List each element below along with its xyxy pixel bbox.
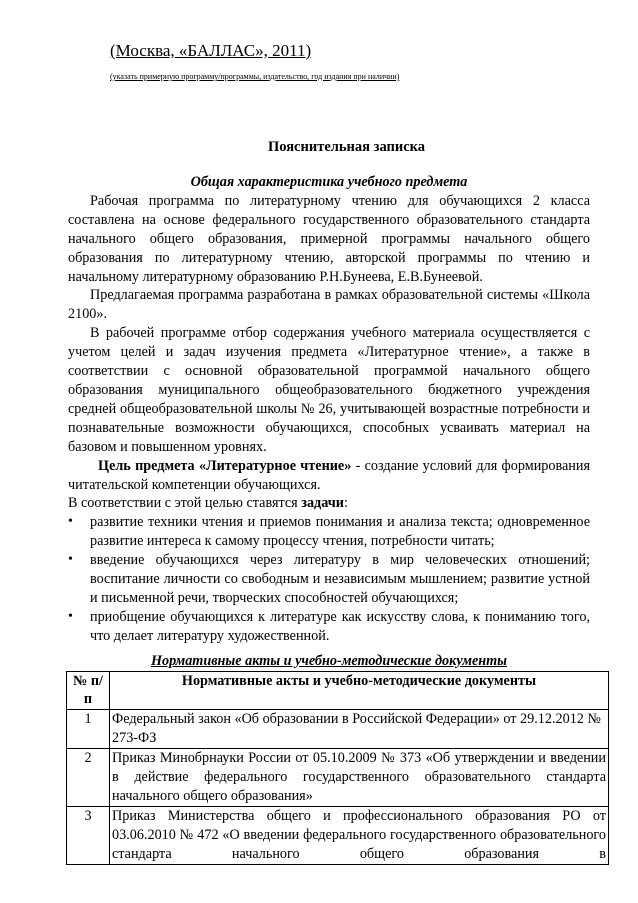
bullet-icon: •	[68, 552, 73, 568]
column-header-number: № п/п	[67, 671, 110, 710]
publication-info: (Москва, «БАЛЛАС», 2011)	[110, 41, 312, 60]
row-document: Приказ Минобрнауки России от 05.10.2009 № 373 «Об утверждении и введении в действие федерального государственного образовательного стандарта начального общего образования»	[110, 749, 609, 807]
tasks-word: задачи	[301, 495, 344, 512]
row-document: Приказ Министерства общего и профессионального образования РО от 03.06.2010 № 472 «О введении федерального государственного образовательного стандарта начального общего образования в	[110, 806, 609, 864]
row-number: 1	[67, 710, 110, 749]
column-header-document: Нормативные акты и учебно-методические документы	[110, 671, 609, 710]
row-number: 3	[67, 806, 110, 864]
bullet-icon: •	[68, 514, 73, 530]
goal-label: Цель предмета «Литературное чтение»	[98, 457, 352, 474]
table-row	[67, 749, 609, 807]
tasks-colon: :	[343, 495, 348, 512]
task-text: приобщение обучающихся к литературе как искусству слова, к пониманию того, что делает литературу художественной.	[90, 608, 590, 644]
task-text: развитие техники чтения и приемов понимания и анализа текста; одновременное развитие интереса к самому процессу чтения, потребности читать;	[90, 514, 590, 550]
paragraph-content-selection: В рабочей программе отбор содержания учебного материала осуществляется с учетом целей и задач изучения предмета «Литературное чтение», а также в соответствии с основной образовательной программой начального общего образования муниципального общеобразовательного бюджетного учреждения средней общеобразовательной школы № 26, учитывающей возрастные потребности и познавательные возможности обучающихся, способных усваивать материал на базовом и повышенном уровнях.	[68, 325, 590, 455]
row-number: 2	[67, 749, 110, 807]
bullet-icon: •	[68, 608, 73, 624]
tasks-intro-text: В соответствии с этой целью ставятся	[68, 495, 302, 512]
section-heading-normative: Нормативные акты и учебно-методические документы	[150, 652, 508, 669]
goal-text: - создание условий для формирования читательской компетенции обучающихся.	[68, 457, 590, 493]
section-heading-characteristics: Общая характеристика учебного предмета	[190, 174, 468, 190]
list-item	[68, 551, 590, 608]
document-body	[68, 173, 606, 865]
normative-documents-table	[66, 671, 609, 865]
list-item	[68, 608, 590, 646]
row-document: Федеральный закон «Об образовании в Российской Федерации» от 29.12.2012 № 273-ФЗ	[110, 710, 609, 749]
paragraph-tasks-intro	[68, 494, 590, 513]
table-header-row	[67, 671, 609, 710]
page-title: Пояснительная записка	[267, 139, 426, 155]
paragraph-goal	[68, 457, 590, 495]
paragraph-program-basis: Рабочая программа по литературному чтению для обучающихся 2 класса составлена на основе федерального государственного образовательного стандарта начального общего образования, примерной программы начального общего образования по литературному чтению, авторской программы по чтению и начальному литературному образованию Р.Н.Бунеева, Е.В.Бунеевой.	[68, 192, 590, 285]
paragraph-school-system: Предлагаемая программа разработана в рамках образовательной системы «Школа 2100».	[68, 287, 590, 323]
table-row	[67, 806, 609, 864]
table-row	[67, 710, 609, 749]
publication-hint: (указать примерную программу/программы, издательство, год издания при наличии)	[110, 72, 400, 81]
task-text: введение обучающихся через литературу в мир человеческих отношений; воспитание личности со свободным и независимым мышлением; развитие устной и письменной речи, творческих способностей обучающихся;	[90, 552, 590, 606]
tasks-list	[68, 513, 590, 645]
list-item	[68, 513, 590, 551]
